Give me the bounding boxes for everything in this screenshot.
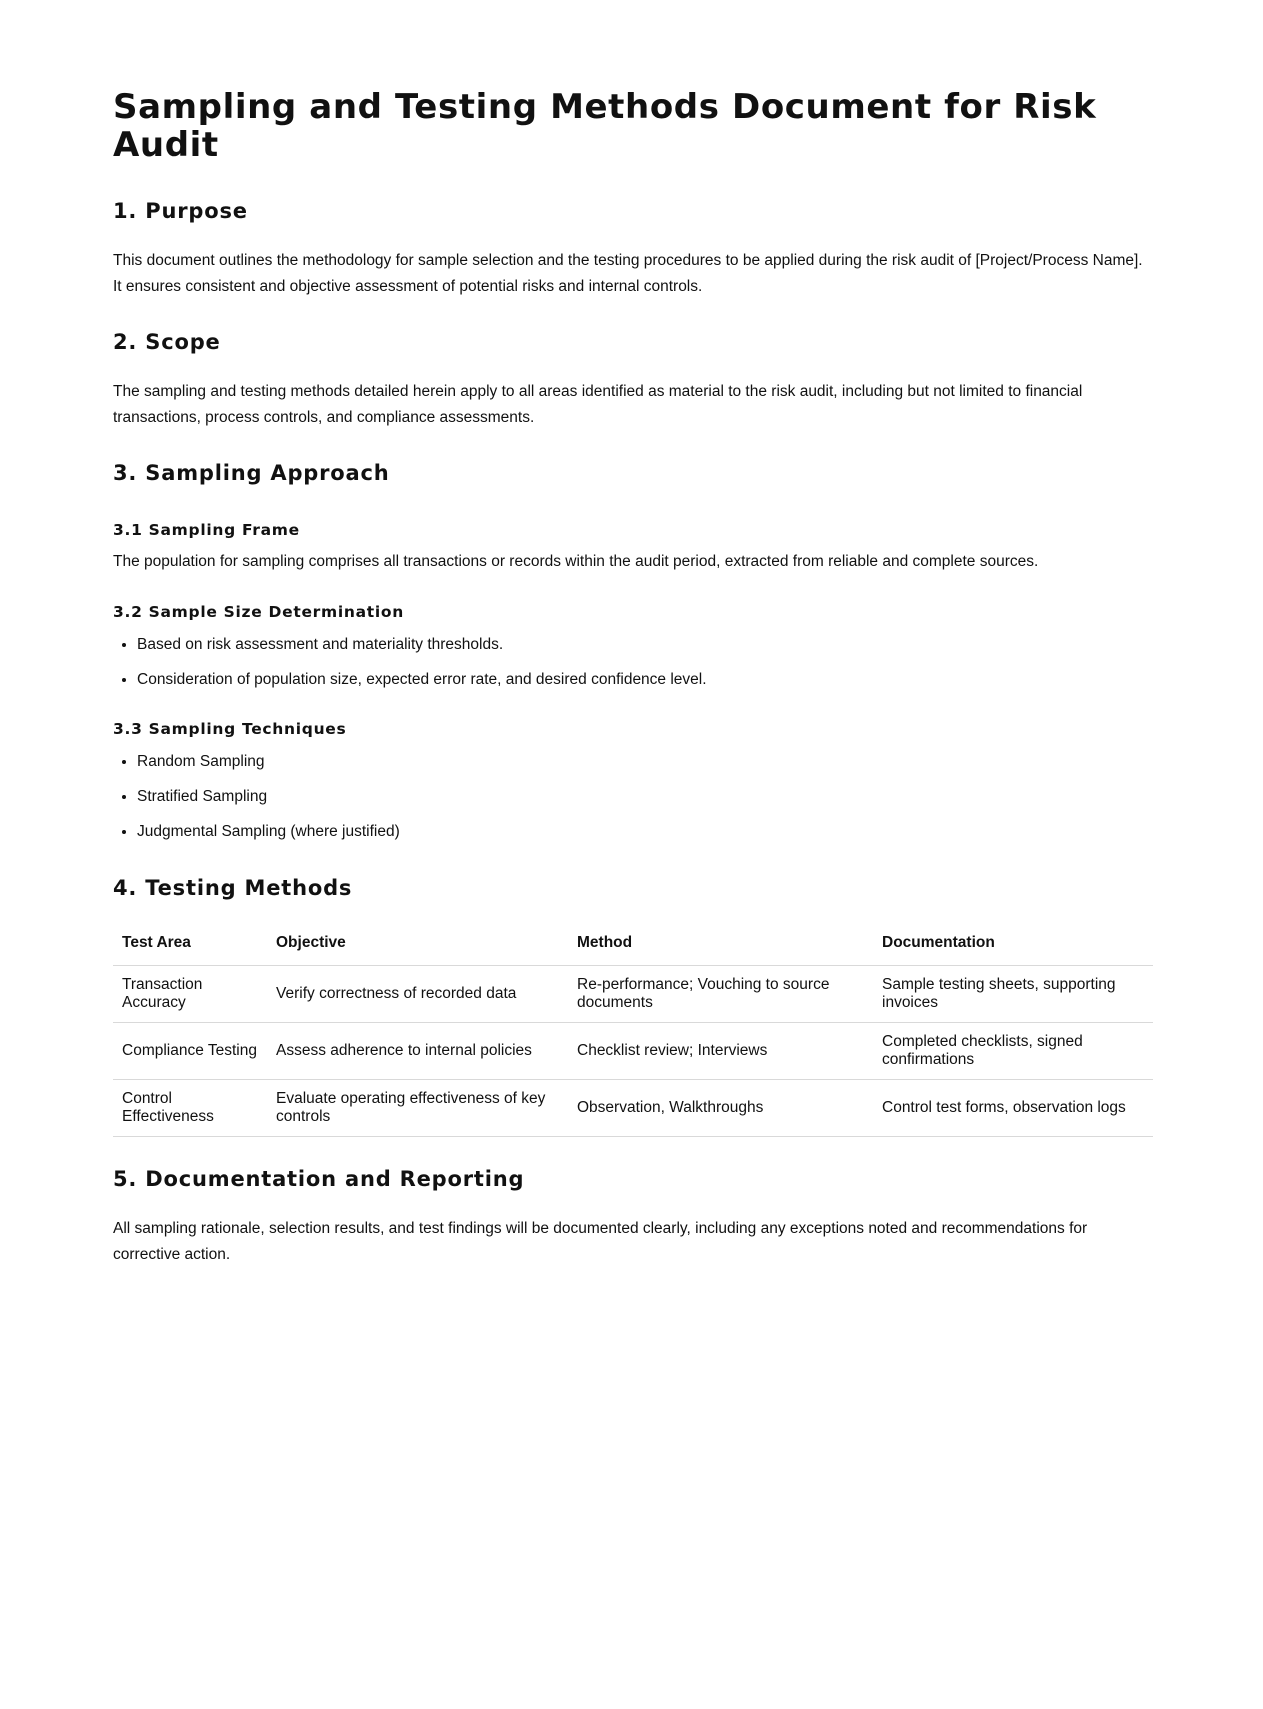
table-cell: Compliance Testing xyxy=(113,1023,267,1080)
column-header-method: Method xyxy=(568,921,873,966)
document-title: Sampling and Testing Methods Document for Risk Audit xyxy=(113,87,1097,165)
table-header-row xyxy=(113,921,1153,966)
table-cell: Completed checklists, signed confirmations xyxy=(873,1023,1153,1080)
table-row xyxy=(113,1023,1153,1080)
table-cell: Evaluate operating effectiveness of key controls xyxy=(267,1080,568,1137)
list-item: • Stratified Sampling xyxy=(137,787,1177,807)
column-header-documentation: Documentation xyxy=(873,921,1153,966)
table-cell: Control Effectiveness xyxy=(113,1080,267,1137)
table-cell: Verify correctness of recorded data xyxy=(267,966,568,1023)
table-cell: Control test forms, observation logs xyxy=(873,1080,1153,1137)
table-cell: Transaction Accuracy xyxy=(113,966,267,1023)
sampling-frame-text: The population for sampling comprises all transactions or records within the audit period, extracted from reliable and complete sources. xyxy=(113,553,1039,570)
testing-heading: 4. Testing Methods xyxy=(113,876,353,900)
testing-methods-table xyxy=(113,921,1153,1137)
sampling-frame-heading: 3.1 Sampling Frame xyxy=(113,521,300,539)
scope-heading: 2. Scope xyxy=(113,330,221,354)
purpose-heading: 1. Purpose xyxy=(113,199,248,223)
table-cell: Sample testing sheets, supporting invoices xyxy=(873,966,1153,1023)
reporting-text: All sampling rationale, selection results, and test findings will be documented clearly, including any exceptions noted and recommendations for corrective action. xyxy=(113,1220,1088,1263)
table-cell: Assess adherence to internal policies xyxy=(267,1023,568,1080)
list-item: • Judgmental Sampling (where justified) xyxy=(137,822,1177,842)
scope-text: The sampling and testing methods detailed herein apply to all areas identified as material to the risk audit, including but not limited to financial transactions, process controls, and compliance assessments. xyxy=(113,383,1083,426)
purpose-text: This document outlines the methodology for sample selection and the testing procedures to be applied during the risk audit of [Project/Process Name]. It ensures consistent and objective assessment of potential risks and internal controls. xyxy=(113,252,1143,295)
sample-size-list xyxy=(113,635,1177,690)
column-header-objective: Objective xyxy=(267,921,568,966)
reporting-heading: 5. Documentation and Reporting xyxy=(113,1167,525,1191)
sample-size-heading: 3.2 Sample Size Determination xyxy=(113,603,404,621)
list-item: • Consideration of population size, expected error rate, and desired confidence level. xyxy=(137,670,1177,690)
table-cell: Re-performance; Vouching to source documents xyxy=(568,966,873,1023)
list-item: • Random Sampling xyxy=(137,752,1177,772)
sampling-techniques-heading: 3.3 Sampling Techniques xyxy=(113,720,347,738)
table-cell: Checklist review; Interviews xyxy=(568,1023,873,1080)
table-row xyxy=(113,1080,1153,1137)
sampling-techniques-list xyxy=(113,752,1177,842)
table-cell: Observation, Walkthroughs xyxy=(568,1080,873,1137)
list-item: • Based on risk assessment and materiality thresholds. xyxy=(137,635,1177,655)
column-header-test-area: Test Area xyxy=(113,921,267,966)
table-row xyxy=(113,966,1153,1023)
sampling-heading: 3. Sampling Approach xyxy=(113,461,390,485)
